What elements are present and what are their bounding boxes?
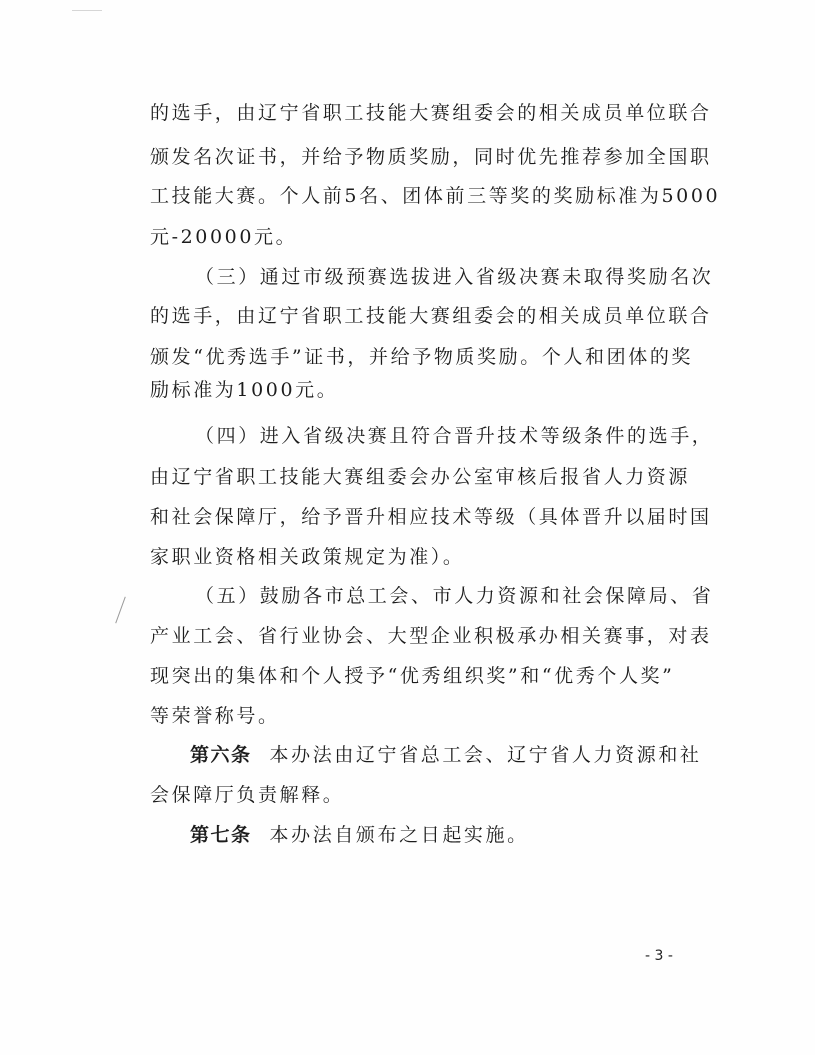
paragraph-line: （五）鼓励各市总工会、市人力资源和社会保障局、省	[195, 585, 714, 607]
article-6-continuation: 会保障厅负责解释。	[150, 784, 345, 806]
article-7-label: 第七条	[190, 824, 252, 846]
article-7-line	[190, 822, 529, 848]
article-6-text: 本办法由辽宁省总工会、辽宁省人力资源和社	[269, 744, 702, 766]
paragraph-line: 家职业资格相关政策规定为准）。	[150, 546, 465, 568]
paragraph-line: 颁发“优秀选手”证书，并给予物质奖励。个人和团体的奖	[150, 346, 694, 368]
paragraph-line: 和社会保障厅，给予晋升相应技术等级（具体晋升以届时国	[150, 506, 712, 528]
paragraph-line: 颁发名次证书，并给予物质奖励，同时优先推荐参加全国职	[150, 146, 712, 168]
paragraph-line: 元-20000元。	[150, 226, 298, 248]
paragraph-line: 的选手，由辽宁省职工技能大赛组委会的相关成员单位联合	[150, 102, 712, 124]
scan-artifact	[72, 10, 102, 11]
paragraph-line: 励标准为1000元。	[150, 379, 339, 401]
paragraph-line: 的选手，由辽宁省职工技能大赛组委会的相关成员单位联合	[150, 305, 712, 327]
paragraph-line: 工技能大赛。个人前5名、团体前三等奖的奖励标准为5000	[150, 185, 721, 207]
paragraph-line: 由辽宁省职工技能大赛组委会办公室审核后报省人力资源	[150, 466, 691, 488]
paragraph-line: 产业工会、省行业协会、大型企业积极承办相关赛事，对表	[150, 625, 712, 647]
paragraph-line: 等荣誉称号。	[150, 705, 280, 727]
scan-artifact	[115, 597, 126, 624]
article-6-label: 第六条	[190, 744, 252, 766]
article-6-line	[190, 742, 702, 768]
paragraph-line: （三）通过市级预赛选拔进入省级决赛未取得奖励名次	[195, 266, 714, 288]
article-7-text: 本办法自颁布之日起实施。	[269, 824, 529, 846]
page-number: - 3 -	[645, 948, 673, 964]
paragraph-line: 现突出的集体和个人授予“优秀组织奖”和“优秀个人奖”	[150, 665, 675, 687]
paragraph-line: （四）进入省级决赛且符合晋升技术等级条件的选手，	[195, 425, 714, 447]
